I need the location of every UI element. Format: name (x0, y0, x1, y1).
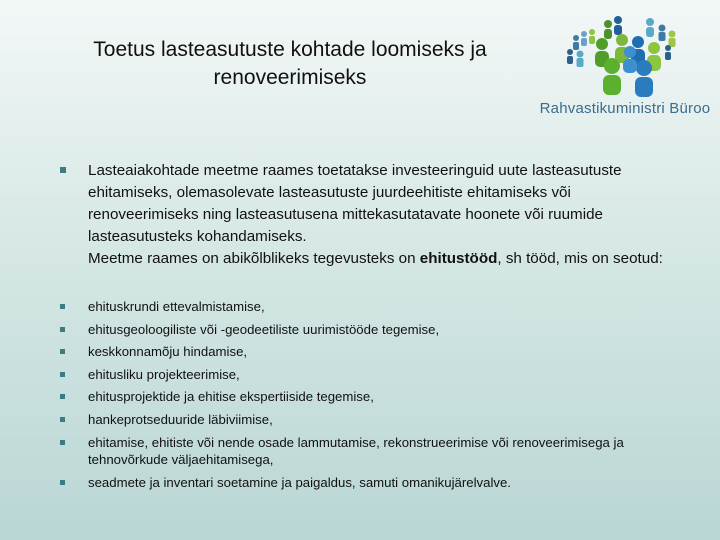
logo-text: Rahvastikuministri Büroo (539, 100, 711, 117)
logo-figure (567, 49, 573, 64)
slide-title (30, 36, 550, 92)
list-item (60, 341, 680, 364)
intro-second-bold: ehitustööd (419, 250, 498, 267)
square-bullet-icon (60, 440, 65, 445)
square-bullet-icon (60, 417, 65, 422)
logo-figure (614, 16, 622, 35)
square-bullet-icon (60, 167, 66, 173)
logo-figure (669, 31, 676, 48)
list-item (60, 472, 680, 495)
square-bullet-icon (60, 372, 65, 377)
logo-figure (573, 35, 579, 50)
square-bullet-icon (60, 304, 65, 309)
list-item-text: hankeprotseduuride läbiviimise, (88, 411, 273, 427)
logo-figure (589, 29, 595, 44)
logo-figure (581, 31, 587, 46)
logo-figure (659, 25, 666, 42)
square-bullet-icon (60, 349, 65, 354)
logo-figure (646, 18, 654, 37)
intro-second-before: Meetme raames on abikõlblikeks tegevusteks on (88, 250, 420, 267)
list-item-text: seadmete ja inventari soetamine ja paigaldus, samuti omanikujärelvalve. (88, 474, 511, 490)
logo-figure (665, 45, 671, 60)
list-item-text: ehituskrundi ettevalmistamise, (88, 299, 265, 314)
square-bullet-icon (60, 327, 65, 332)
list-item-text: ehitusprojektide ja ehitise ekspertiiside tegemise, (88, 389, 374, 405)
logo-figure (603, 58, 621, 95)
logo-figure (635, 60, 653, 97)
logo-figure (604, 20, 612, 39)
list-item (60, 364, 680, 387)
intro-second-after: , sh tööd, mis on seotud: (497, 250, 663, 267)
activity-list (60, 296, 680, 494)
square-bullet-icon (60, 394, 65, 399)
list-item-text: keskkonnamõju hindamise, (88, 344, 248, 360)
list-item (60, 319, 680, 342)
intro-second-paragraph (88, 248, 670, 270)
intro-block (60, 160, 670, 270)
title-line-2: renoveerimiseks (213, 66, 367, 89)
list-item-text: ehitusliku projekteerimise, (88, 366, 240, 382)
list-item (60, 296, 680, 319)
logo-figure (577, 51, 584, 68)
square-bullet-icon (60, 480, 65, 485)
list-item (60, 432, 680, 472)
list-item-text: ehitusgeoloogiliste või -geodeetiliste uurimistööde tegemise, (88, 321, 440, 337)
title-line-1: Toetus lasteasutuste kohtade loomiseks ja (93, 38, 487, 61)
list-item-text: ehitamise, ehitiste või nende osade lammutamise, rekonstrueerimise või renoveerimisega ja tehnovõrkude väljaehitamisega, (88, 434, 624, 468)
list-item (60, 386, 680, 409)
intro-bullet (60, 160, 670, 270)
intro-paragraph: Lasteaiakohtade meetme raames toetatakse investeeringuid uute lasteasutuste ehitamiseks, olemasolevate lasteasutuste juurdeehitiste ehitamiseks või renoveerimiseks ning lasteasutusena mittekasutatavate hoonete või ruumide lasteasutusteks kohandamiseks. (88, 162, 622, 245)
list-item (60, 409, 680, 432)
